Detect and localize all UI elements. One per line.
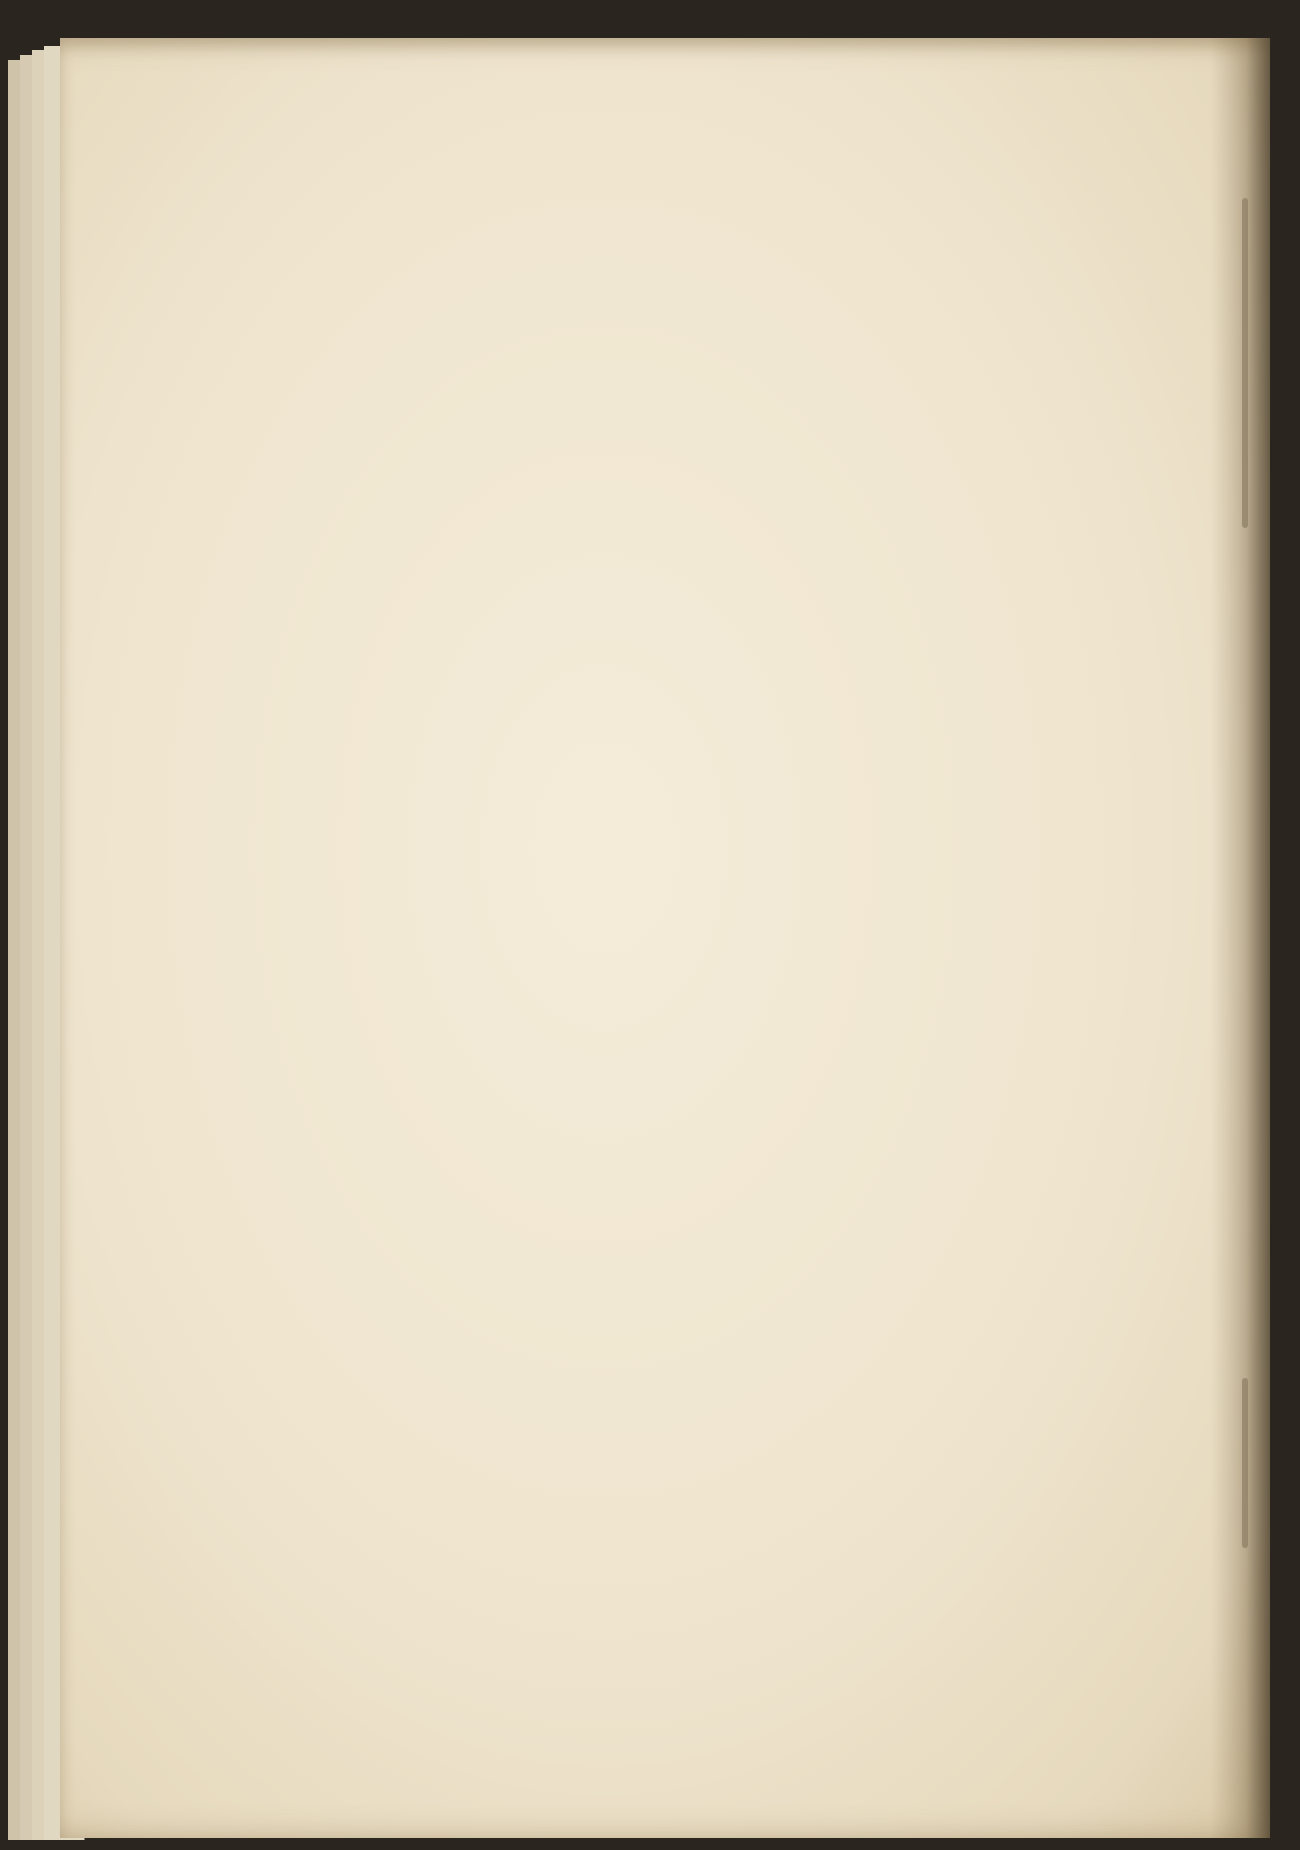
page-text [140,48,1145,312]
binding-thread [1242,198,1248,528]
binding-gutter [1210,38,1270,1838]
drop-cap [140,240,204,312]
page-header [140,48,1145,108]
section-title [140,158,1145,198]
binding-thread [1242,1378,1248,1548]
